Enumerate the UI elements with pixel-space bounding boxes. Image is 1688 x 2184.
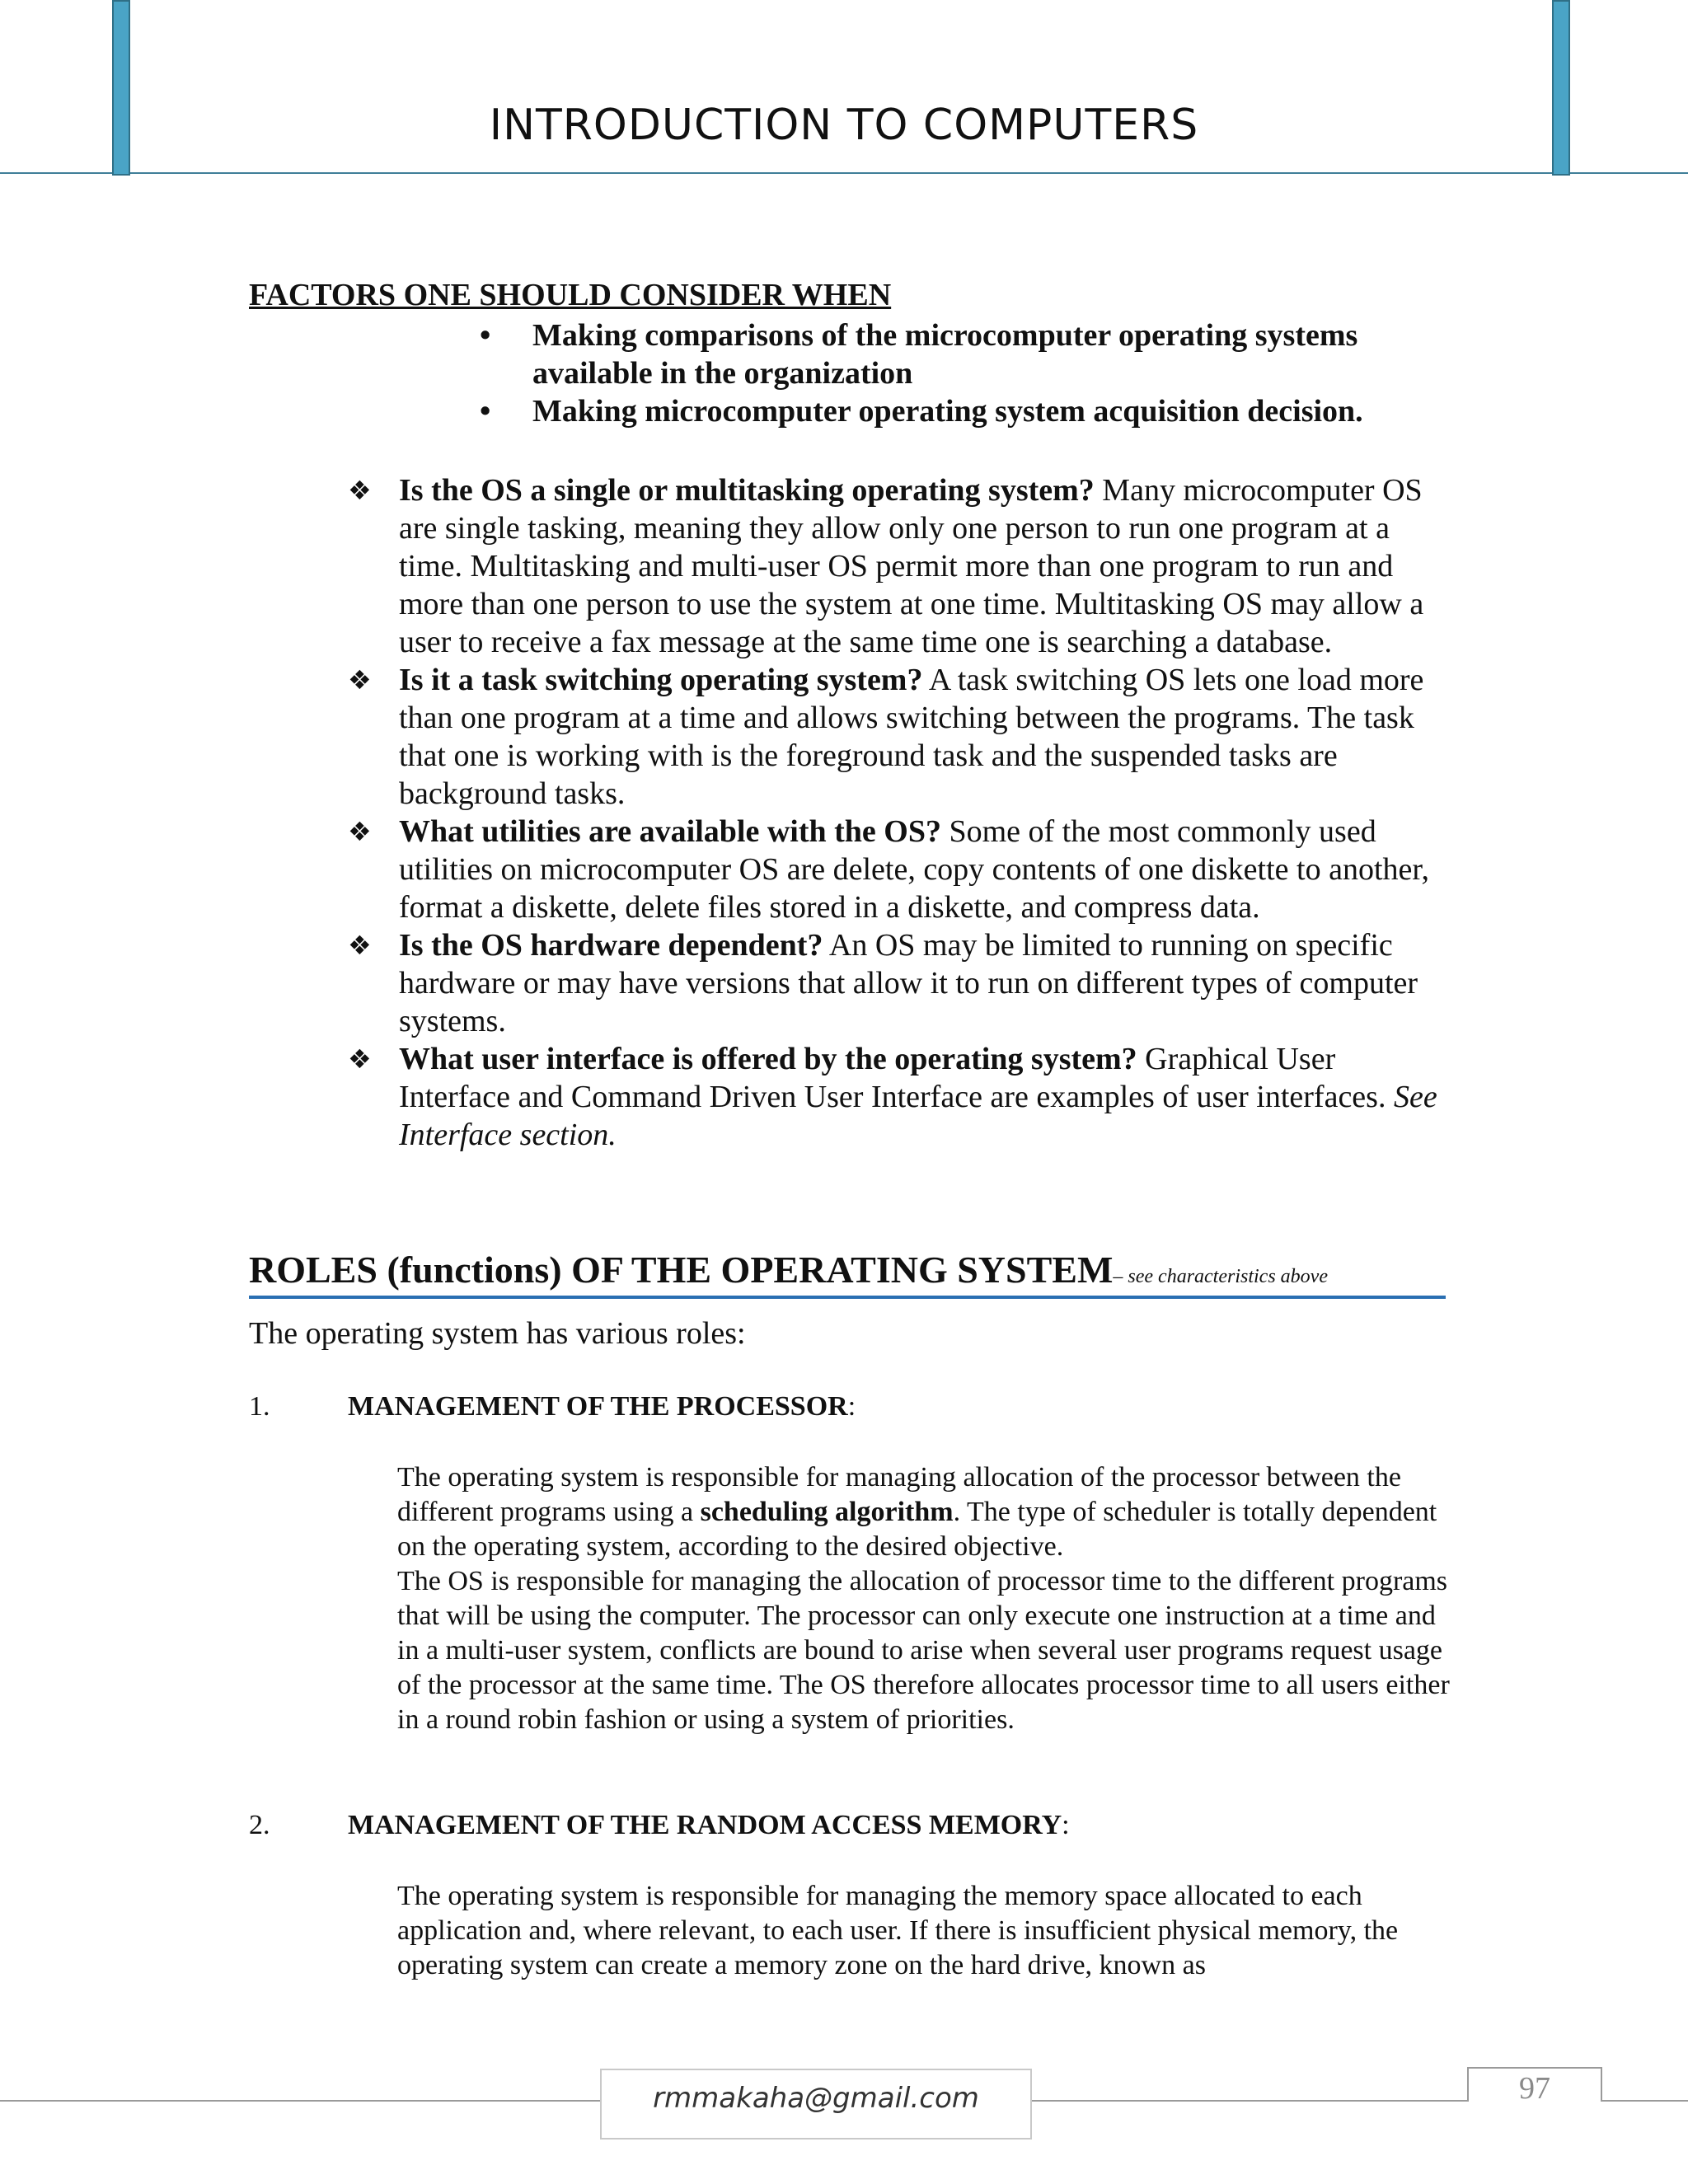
- list-item: ❖ Is the OS hardware dependent? An OS may be limited to running on specific hardware or may have versions that allow it to run on different types of computer systems.: [348, 928, 1418, 1038]
- footer-rule-left: [0, 2100, 600, 2102]
- factors-bullet-list: [480, 316, 1452, 430]
- memory-paragraph: The operating system is responsible for managing the memory space allocated to each application and, where relevant, to each user. If there is insufficient physical memory, the operating system can create a memory zone on the hard drive, known as: [397, 1881, 1399, 1980]
- diamond-bullet-icon: ❖: [348, 664, 372, 696]
- item-heading: MANAGEMENT OF THE PROCESSOR:: [348, 1391, 856, 1422]
- factors-question-list: [348, 471, 1452, 1154]
- list-item: ❖ What utilities are available with the OS? Some of the most commonly used utilities on microcomputer OS are delete, copy contents of one diskette to another, format a diskette, delete files stored in a diskette, and compress data.: [348, 814, 1430, 925]
- roles-heading-note: – see characteristics above: [1113, 1266, 1328, 1287]
- footer-rule-middle: [1032, 2100, 1467, 2102]
- processor-paragraph: The operating system is responsible for managing allocation of the processor between the different programs using a scheduling algorithm. The type of scheduler is totally dependent on the operating system, according to the desired objective. The OS is responsible for managing the allocation of processor time to the different programs that will be using the computer. The processor can only execute one instruction at a time and in a multi-user system, conflicts are bound to arise when several user programs request usage of the processor at the same time. The OS therefore allocates processor time to all users either in a round robin fashion or using a system of priorities.: [397, 1462, 1450, 1735]
- footer-email: rmmakaha@gmail.com: [653, 2082, 979, 2115]
- roles-intro: The operating system has various roles:: [249, 1316, 746, 1351]
- item-number: 2.: [249, 1810, 270, 1840]
- footer-rule-right: [1602, 2100, 1688, 2102]
- diamond-bullet-icon: ❖: [348, 816, 372, 847]
- list-item: • Making microcomputer operating system acquisition decision.: [480, 392, 1452, 430]
- item-number: 1.: [249, 1391, 270, 1422]
- page-number: 97: [1519, 2071, 1550, 2106]
- diamond-bullet-icon: ❖: [348, 930, 372, 961]
- roles-heading-rule: [249, 1296, 1446, 1299]
- diamond-bullet-icon: ❖: [348, 1043, 372, 1075]
- list-item: ❖ Is the OS a single or multitasking operating system? Many microcomputer OS are single tasking, meaning they allow only one person to run one program at a time. Multitasking and multi-user OS permit more than one program to run and more than one person to use the system at one time. Multitasking OS may allow a user to receive a fax message at the same time one is searching a database.: [348, 473, 1424, 659]
- list-item: • Making comparisons of the microcomputer operating systems available in the organization: [480, 316, 1452, 392]
- factors-heading: FACTORS ONE SHOULD CONSIDER WHEN: [249, 278, 892, 312]
- list-item: ❖ Is it a task switching operating system? A task switching OS lets one load more than one program at a time and allows switching between the programs. The task that one is working with is the foreground task and the suspended tasks are background tasks.: [348, 663, 1424, 811]
- diamond-bullet-icon: ❖: [348, 475, 372, 506]
- header-rule: [0, 172, 1688, 174]
- page-header-title: INTRODUCTION TO COMPUTERS: [489, 101, 1199, 150]
- roles-heading: ROLES (functions) OF THE OPERATING SYSTEM– see characteristics above: [249, 1249, 1328, 1291]
- item-heading: MANAGEMENT OF THE RANDOM ACCESS MEMORY:: [348, 1810, 1070, 1840]
- list-item: ❖ What user interface is offered by the operating system? Graphical User Interface and Command Driven User Interface are examples of user interfaces. See Interface section.: [348, 1042, 1437, 1152]
